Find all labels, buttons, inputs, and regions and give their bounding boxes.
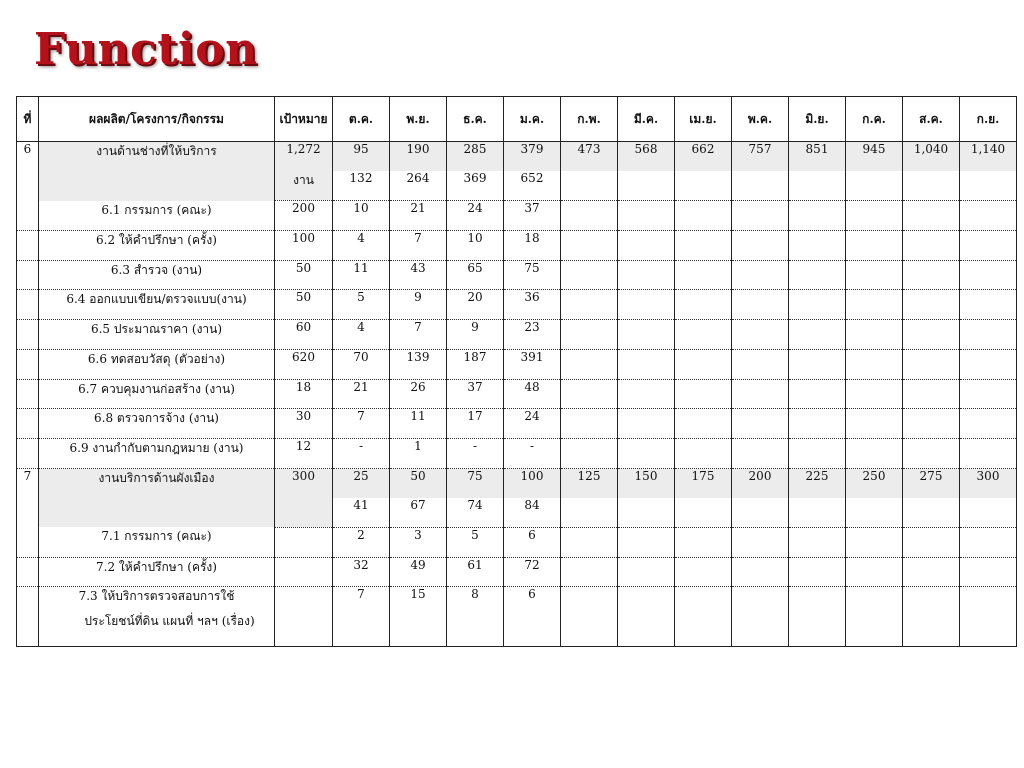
item-value: [561, 409, 618, 439]
item-name: [39, 201, 275, 231]
item-value: [846, 527, 903, 557]
actual-value: 41: [333, 498, 390, 528]
item-value: [903, 349, 960, 379]
item-name: [39, 290, 275, 320]
item-value: [732, 260, 789, 290]
item-name: [39, 527, 275, 557]
section-name: งานบริการด้านผังเมือง: [39, 468, 275, 527]
column-header: พ.ย.: [390, 97, 447, 142]
item-value: 5: [447, 527, 504, 557]
item-value: [561, 349, 618, 379]
item-value: [732, 438, 789, 468]
item-value: 48: [504, 379, 561, 409]
header-row: [17, 97, 1017, 142]
section-number: 6: [17, 142, 39, 201]
actual-value: [675, 171, 732, 201]
item-value: [618, 409, 675, 439]
item-value: [561, 587, 618, 647]
item-name: [39, 231, 275, 261]
item-target: 30: [275, 409, 333, 439]
item-value: 20: [447, 290, 504, 320]
item-target: 12: [275, 438, 333, 468]
item-row: [17, 587, 1017, 647]
actual-value: [618, 498, 675, 528]
item-value: [846, 557, 903, 587]
item-value: [789, 527, 846, 557]
column-header: ผลผลิต/โครงการ/กิจกรรม: [39, 97, 275, 142]
item-value: [789, 349, 846, 379]
column-header: ก.ค.: [846, 97, 903, 142]
item-target: 50: [275, 290, 333, 320]
item-value: 32: [333, 557, 390, 587]
item-value: [960, 587, 1017, 647]
actual-value: 74: [447, 498, 504, 528]
column-header: ก.พ.: [561, 97, 618, 142]
item-name-text: 6.8 ตรวจการจ้าง (งาน): [94, 411, 219, 426]
plan-value: 95: [333, 142, 390, 172]
item-target: 18: [275, 379, 333, 409]
item-name-text: 7.3 ให้บริการตรวจสอบการใช้: [78, 589, 235, 604]
item-name-text-line2: ประโยชน์ที่ดิน แผนที่ ฯลฯ (เรื่อง): [84, 614, 255, 629]
item-value: [846, 587, 903, 647]
item-value: [561, 527, 618, 557]
item-value: [732, 587, 789, 647]
item-value: [561, 260, 618, 290]
item-number-cell: [17, 231, 39, 261]
item-value: 43: [390, 260, 447, 290]
actual-value: [960, 498, 1017, 528]
item-value: [618, 438, 675, 468]
item-value: [675, 587, 732, 647]
item-value: [675, 320, 732, 350]
item-value: [789, 587, 846, 647]
item-value: [960, 527, 1017, 557]
item-number-cell: [17, 587, 39, 647]
actual-value: [732, 171, 789, 201]
actual-value: [960, 171, 1017, 201]
item-name-text: 6.1 กรรมการ (คณะ): [101, 202, 212, 217]
column-header: เป้าหมาย: [275, 97, 333, 142]
item-value: [789, 320, 846, 350]
item-value: [561, 438, 618, 468]
item-row: [17, 260, 1017, 290]
item-value: [846, 349, 903, 379]
item-value: 10: [333, 201, 390, 231]
item-value: [618, 349, 675, 379]
item-value: -: [504, 438, 561, 468]
item-value: 5: [333, 290, 390, 320]
item-row: [17, 320, 1017, 350]
item-value: [732, 290, 789, 320]
column-header: ที่: [17, 97, 39, 142]
item-value: [846, 260, 903, 290]
item-number-cell: [17, 349, 39, 379]
item-value: [675, 409, 732, 439]
item-value: [561, 201, 618, 231]
item-name: [39, 587, 275, 647]
item-name-text: 7.1 กรรมการ (คณะ): [101, 529, 212, 544]
plan-value: 662: [675, 142, 732, 172]
item-value: [846, 379, 903, 409]
actual-value: 84: [504, 498, 561, 528]
item-value: [960, 557, 1017, 587]
plan-value: 250: [846, 468, 903, 498]
item-target: [275, 557, 333, 587]
item-name: [39, 409, 275, 439]
plan-value: 285: [447, 142, 504, 172]
item-number-cell: [17, 557, 39, 587]
item-value: [618, 527, 675, 557]
item-value: 7: [333, 587, 390, 647]
item-value: [903, 587, 960, 647]
actual-value: [903, 498, 960, 528]
actual-value: 67: [390, 498, 447, 528]
item-value: [903, 409, 960, 439]
item-number-cell: [17, 409, 39, 439]
item-value: [789, 438, 846, 468]
item-value: [561, 290, 618, 320]
item-value: 2: [333, 527, 390, 557]
item-value: [903, 201, 960, 231]
item-name: [39, 438, 275, 468]
item-value: [675, 201, 732, 231]
item-name-text: 6.9 งานกำกับตามกฎหมาย (งาน): [69, 440, 244, 455]
plan-value: 473: [561, 142, 618, 172]
item-value: [960, 201, 1017, 231]
item-value: [732, 320, 789, 350]
item-value: [960, 260, 1017, 290]
item-name: [39, 379, 275, 409]
item-value: 1: [390, 438, 447, 468]
item-number-cell: [17, 201, 39, 231]
item-value: 75: [504, 260, 561, 290]
column-header: มิ.ย.: [789, 97, 846, 142]
item-value: [618, 557, 675, 587]
item-value: 70: [333, 349, 390, 379]
item-value: [903, 260, 960, 290]
plan-value: 200: [732, 468, 789, 498]
item-value: 18: [504, 231, 561, 261]
plan-value: 75: [447, 468, 504, 498]
item-value: 15: [390, 587, 447, 647]
item-name: [39, 260, 275, 290]
item-value: [903, 527, 960, 557]
item-value: [618, 379, 675, 409]
plan-value: 1,040: [903, 142, 960, 172]
item-value: 187: [447, 349, 504, 379]
plan-value: 851: [789, 142, 846, 172]
item-value: 17: [447, 409, 504, 439]
item-value: [903, 231, 960, 261]
actual-value: [618, 171, 675, 201]
item-target: 60: [275, 320, 333, 350]
column-header: มี.ค.: [618, 97, 675, 142]
item-value: [618, 260, 675, 290]
actual-value: [789, 171, 846, 201]
item-value: 6: [504, 587, 561, 647]
item-value: [789, 231, 846, 261]
item-value: [846, 438, 903, 468]
actual-value: 652: [504, 171, 561, 201]
column-header: ม.ค.: [504, 97, 561, 142]
item-value: 6: [504, 527, 561, 557]
item-value: 3: [390, 527, 447, 557]
plan-value: 568: [618, 142, 675, 172]
item-number-cell: [17, 290, 39, 320]
item-value: [732, 231, 789, 261]
item-value: [561, 557, 618, 587]
item-value: [789, 557, 846, 587]
item-value: [960, 290, 1017, 320]
item-value: [846, 290, 903, 320]
item-value: 61: [447, 557, 504, 587]
plan-value: 300: [960, 468, 1017, 498]
item-name-text: 6.5 ประมาณราคา (งาน): [90, 322, 223, 337]
section-number: 7: [17, 468, 39, 527]
item-value: 4: [333, 320, 390, 350]
item-value: [960, 379, 1017, 409]
item-number-cell: [17, 379, 39, 409]
item-value: 4: [333, 231, 390, 261]
item-row: [17, 438, 1017, 468]
item-value: [561, 379, 618, 409]
item-value: [675, 260, 732, 290]
item-value: [903, 438, 960, 468]
item-name: [39, 557, 275, 587]
actual-value: 264: [390, 171, 447, 201]
item-value: [846, 231, 903, 261]
item-value: [618, 320, 675, 350]
item-row: [17, 290, 1017, 320]
item-value: 7: [390, 231, 447, 261]
actual-value: [846, 171, 903, 201]
item-value: [732, 409, 789, 439]
actual-value: [675, 498, 732, 528]
item-number-cell: [17, 438, 39, 468]
item-value: [732, 527, 789, 557]
item-target: 100: [275, 231, 333, 261]
actual-value: [561, 498, 618, 528]
item-value: 10: [447, 231, 504, 261]
actual-value: [732, 498, 789, 528]
item-value: -: [447, 438, 504, 468]
item-name: [39, 349, 275, 379]
page-title: Function: [34, 24, 258, 75]
item-value: [561, 320, 618, 350]
item-row: [17, 231, 1017, 261]
section-target: 1,272: [275, 142, 333, 172]
item-value: 24: [447, 201, 504, 231]
item-value: [732, 201, 789, 231]
item-row: [17, 201, 1017, 231]
item-value: [960, 231, 1017, 261]
plan-value: 379: [504, 142, 561, 172]
item-value: [675, 290, 732, 320]
item-value: [675, 349, 732, 379]
item-value: 9: [390, 290, 447, 320]
item-name: [39, 320, 275, 350]
item-value: [903, 557, 960, 587]
item-value: [789, 379, 846, 409]
actual-value: [561, 171, 618, 201]
item-value: 24: [504, 409, 561, 439]
item-value: 11: [390, 409, 447, 439]
item-target: [275, 587, 333, 647]
item-value: -: [333, 438, 390, 468]
item-target: [275, 527, 333, 557]
plan-value: 757: [732, 142, 789, 172]
section-target: 300: [275, 468, 333, 498]
item-value: [789, 290, 846, 320]
item-value: 11: [333, 260, 390, 290]
item-number-cell: [17, 260, 39, 290]
plan-value: 1,140: [960, 142, 1017, 172]
item-value: 8: [447, 587, 504, 647]
plan-value: 125: [561, 468, 618, 498]
item-value: [960, 349, 1017, 379]
item-number-cell: [17, 320, 39, 350]
item-value: [732, 349, 789, 379]
item-value: 26: [390, 379, 447, 409]
plan-value: 175: [675, 468, 732, 498]
item-target: 620: [275, 349, 333, 379]
item-value: [789, 201, 846, 231]
item-value: [903, 379, 960, 409]
item-value: [903, 320, 960, 350]
section-plan-row: [17, 142, 1017, 172]
item-name-text: 7.2 ให้คำปรึกษา (ครั้ง): [96, 559, 217, 574]
item-name-text: 6.2 ให้คำปรึกษา (ครั้ง): [96, 233, 217, 248]
plan-value: 945: [846, 142, 903, 172]
item-value: 23: [504, 320, 561, 350]
item-value: 139: [390, 349, 447, 379]
plan-value: 190: [390, 142, 447, 172]
item-value: [561, 231, 618, 261]
plan-value: 225: [789, 468, 846, 498]
item-value: [846, 409, 903, 439]
item-value: 9: [447, 320, 504, 350]
item-value: [960, 438, 1017, 468]
item-value: [732, 557, 789, 587]
item-value: 21: [333, 379, 390, 409]
plan-value: 50: [390, 468, 447, 498]
item-value: [618, 201, 675, 231]
item-row: [17, 349, 1017, 379]
item-row: [17, 379, 1017, 409]
item-name-text: 6.7 ควบคุมงานก่อสร้าง (งาน): [78, 381, 235, 396]
plan-value: 25: [333, 468, 390, 498]
item-value: [732, 379, 789, 409]
item-value: [789, 409, 846, 439]
item-value: 37: [447, 379, 504, 409]
item-value: [618, 290, 675, 320]
item-number-cell: [17, 527, 39, 557]
actual-value: 369: [447, 171, 504, 201]
item-value: [789, 260, 846, 290]
column-header: เม.ย.: [675, 97, 732, 142]
item-value: [960, 320, 1017, 350]
item-value: 7: [333, 409, 390, 439]
item-value: [846, 320, 903, 350]
plan-value: 150: [618, 468, 675, 498]
item-value: 72: [504, 557, 561, 587]
item-value: [675, 527, 732, 557]
section-target-unit: [275, 498, 333, 528]
actual-value: [846, 498, 903, 528]
item-value: 7: [390, 320, 447, 350]
item-value: [903, 290, 960, 320]
item-value: [618, 587, 675, 647]
column-header: ต.ค.: [333, 97, 390, 142]
item-target: 200: [275, 201, 333, 231]
column-header: พ.ค.: [732, 97, 789, 142]
item-value: [618, 231, 675, 261]
item-value: 36: [504, 290, 561, 320]
item-target: 50: [275, 260, 333, 290]
item-name-text: 6.3 สำรวจ (งาน): [110, 262, 203, 277]
item-value: 49: [390, 557, 447, 587]
function-table: [16, 96, 1017, 647]
item-value: [960, 409, 1017, 439]
item-value: [675, 557, 732, 587]
item-name-text: 6.6 ทดสอบวัสดุ (ตัวอย่าง): [87, 351, 226, 366]
column-header: ก.ย.: [960, 97, 1017, 142]
section-plan-row: [17, 468, 1017, 498]
item-value: [675, 231, 732, 261]
actual-value: [903, 171, 960, 201]
item-value: [675, 379, 732, 409]
item-row: [17, 557, 1017, 587]
actual-value: 132: [333, 171, 390, 201]
item-value: [675, 438, 732, 468]
item-value: 37: [504, 201, 561, 231]
item-value: [846, 201, 903, 231]
section-target-unit: งาน: [275, 171, 333, 201]
plan-value: 100: [504, 468, 561, 498]
item-name-text: 6.4 ออกแบบเขียน/ตรวจแบบ(งาน): [66, 292, 247, 307]
item-value: 21: [390, 201, 447, 231]
actual-value: [789, 498, 846, 528]
item-row: [17, 409, 1017, 439]
item-value: 391: [504, 349, 561, 379]
section-name: งานด้านช่างที่ให้บริการ: [39, 142, 275, 201]
item-value: 65: [447, 260, 504, 290]
column-header: ธ.ค.: [447, 97, 504, 142]
item-row: [17, 527, 1017, 557]
column-header: ส.ค.: [903, 97, 960, 142]
plan-value: 275: [903, 468, 960, 498]
